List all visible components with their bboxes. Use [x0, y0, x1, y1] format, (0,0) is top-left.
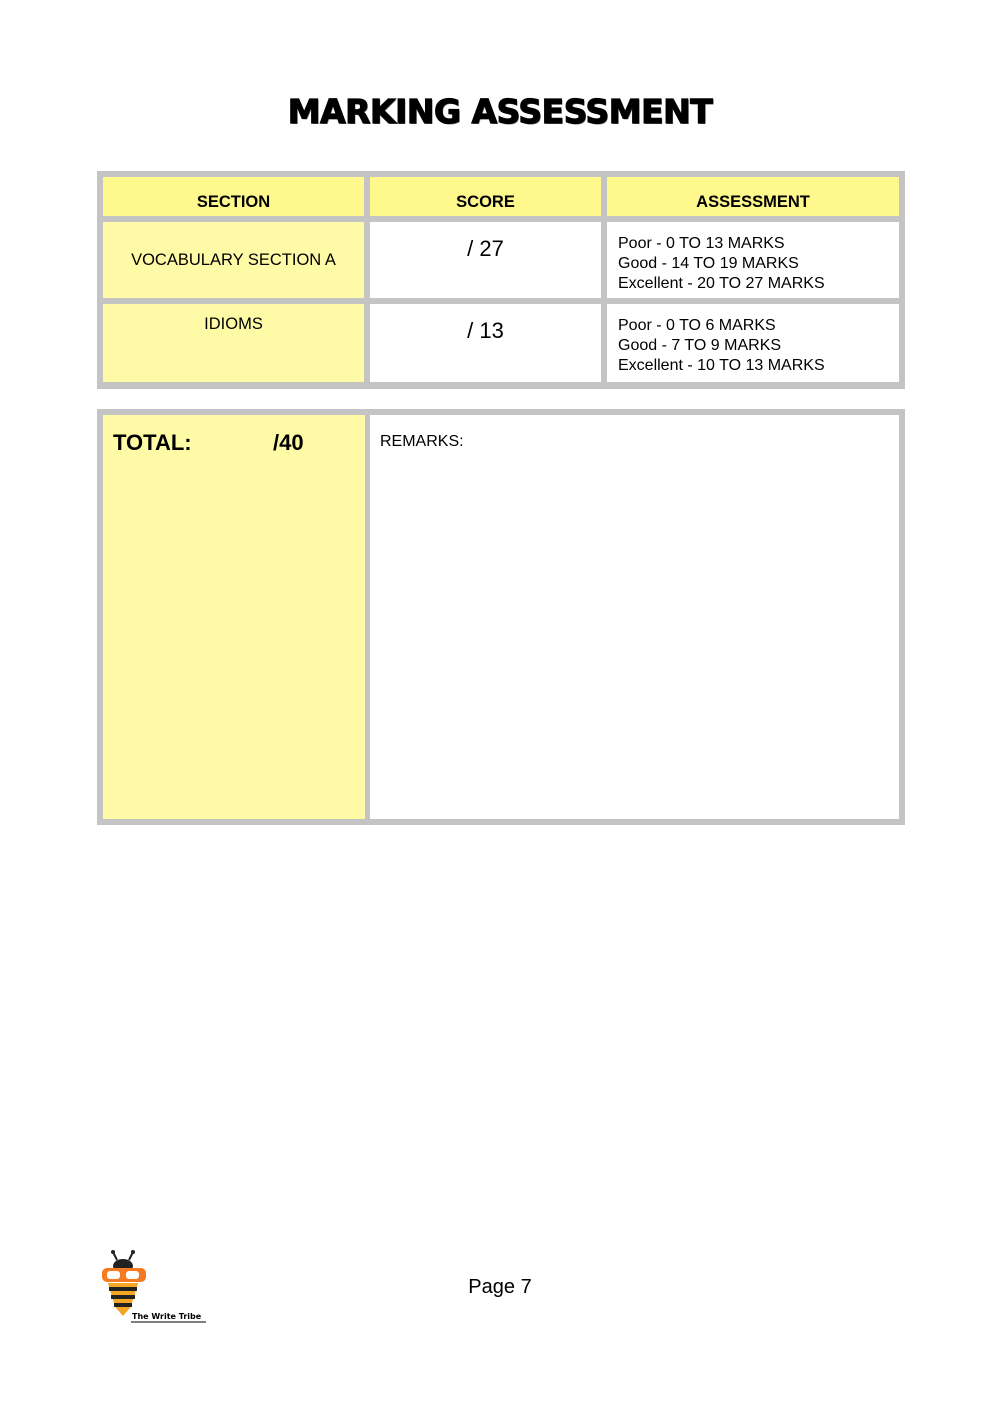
total-value: /40: [273, 430, 304, 455]
table-row-1-section: [103, 222, 364, 298]
assessment-criteria: [618, 234, 825, 294]
criteria-excellent: Excellent - 20 TO 27 MARKS: [618, 275, 825, 292]
section-name: IDIOMS: [204, 315, 263, 333]
table-row-2-score[interactable]: [370, 304, 601, 382]
section-name: VOCABULARY SECTION A: [131, 251, 336, 269]
table-row-2-assessment: [607, 304, 899, 382]
total-cell: [103, 415, 365, 819]
table-row-2-section: [103, 304, 364, 382]
marking-table: [97, 171, 905, 389]
total-remarks-table: [97, 409, 905, 825]
criteria-poor: Poor - 0 TO 6 MARKS: [618, 317, 776, 334]
criteria-good: Good - 14 TO 19 MARKS: [618, 255, 799, 272]
remarks-label: REMARKS:: [380, 433, 464, 450]
score-value: / 27: [467, 236, 504, 261]
header-section-label: SECTION: [196, 193, 271, 211]
remarks-cell[interactable]: [370, 415, 899, 819]
header-assessment-label: ASSESSMENT: [696, 193, 810, 211]
table-row-1-assessment: [607, 222, 899, 298]
criteria-poor: Poor - 0 TO 13 MARKS: [618, 235, 785, 252]
page-number: Page 7: [468, 1276, 532, 1298]
score-value: / 13: [467, 318, 504, 343]
page-title: MARKING ASSESSMENT: [287, 92, 713, 131]
header-score: [370, 177, 601, 216]
criteria-excellent: Excellent - 10 TO 13 MARKS: [618, 357, 825, 374]
total-label: TOTAL:: [113, 430, 192, 455]
header-score-label: SCORE: [456, 193, 515, 211]
table-row-1-score[interactable]: [370, 222, 601, 298]
criteria-good: Good - 7 TO 9 MARKS: [618, 337, 782, 354]
header-section: [103, 177, 364, 216]
logo-text: The Write Tribe: [132, 1312, 202, 1321]
header-assessment: [607, 177, 899, 216]
assessment-criteria: [618, 316, 825, 376]
